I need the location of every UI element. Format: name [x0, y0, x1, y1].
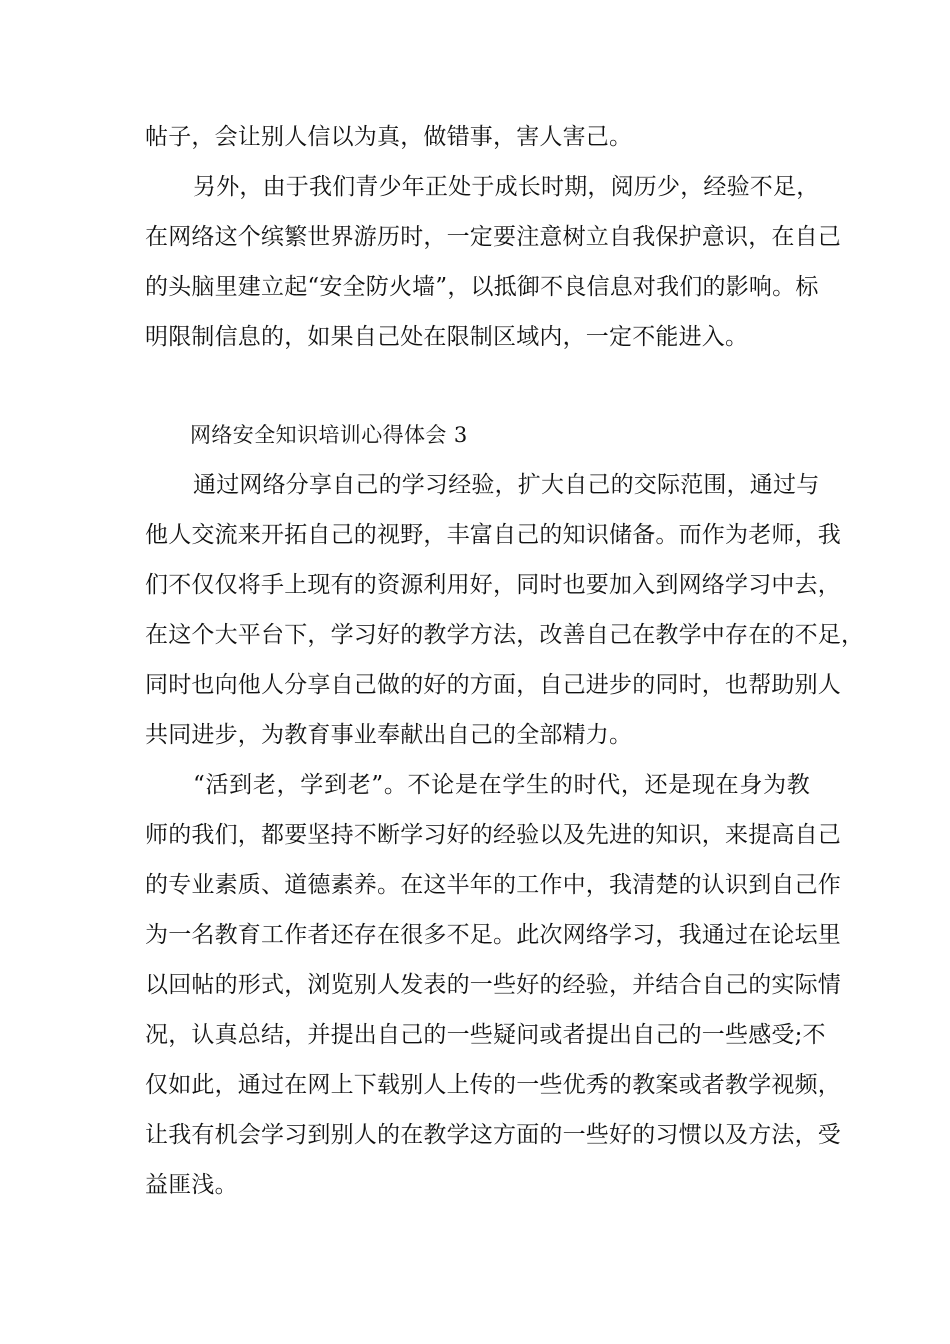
paragraph-line: 共同进步，为教育事业奉献出自己的全部精力。: [145, 722, 633, 748]
paragraph-line: 让我有机会学习到别人的在教学这方面的一些好的习惯以及方法，受: [145, 1122, 841, 1148]
paragraph-line: 的专业素质、道德素养。在这半年的工作中，我清楚的认识到自己作: [145, 872, 841, 898]
paragraph-line: 同时也向他人分享自己做的好的方面，自己进步的同时，也帮助别人: [145, 672, 841, 698]
paragraph-line: 们不仅仅将手上现有的资源利用好，同时也要加入到网络学习中去，: [145, 572, 841, 598]
paragraph-line: 另外，由于我们青少年正处于成长时期，阅历少，经验不足，: [193, 174, 820, 200]
paragraph-line: 明限制信息的，如果自己处在限制区域内，一定不能进入。: [145, 324, 749, 350]
paragraph-line: “活到老，学到老”。不论是在学生的时代，还是现在身为教: [193, 772, 810, 798]
paragraph-line: 他人交流来开拓自己的视野，丰富自己的知识储备。而作为老师，我: [145, 522, 841, 548]
paragraph-line: 为一名教育工作者还存在很多不足。此次网络学习，我通过在论坛里: [145, 922, 841, 948]
paragraph-line: 通过网络分享自己的学习经验，扩大自己的交际范围，通过与: [193, 472, 820, 498]
paragraph-line: 况，认真总结，并提出自己的一些疑问或者提出自己的一些感受;不: [145, 1022, 826, 1048]
paragraph-line: 师的我们，都要坚持不断学习好的经验以及先进的知识，来提高自己: [145, 822, 841, 848]
paragraph-line: 帖子，会让别人信以为真，做错事，害人害己。: [145, 124, 633, 150]
paragraph-line: 在这个大平台下，学习好的教学方法，改善自己在教学中存在的不足，: [145, 622, 865, 648]
paragraph-line: 仅如此，通过在网上下载别人上传的一些优秀的教案或者教学视频，: [145, 1072, 841, 1098]
section-heading: 网络安全知识培训心得体会 3: [190, 423, 468, 447]
paragraph-line: 以回帖的形式，浏览别人发表的一些好的经验，并结合自己的实际情: [145, 972, 841, 998]
paragraph-line: 在网络这个缤繁世界游历时，一定要注意树立自我保护意识，在自己: [145, 224, 841, 250]
paragraph-line: 的头脑里建立起“安全防火墙”，以抵御不良信息对我们的影响。标: [145, 274, 819, 300]
paragraph-line: 益匪浅。: [145, 1172, 238, 1198]
